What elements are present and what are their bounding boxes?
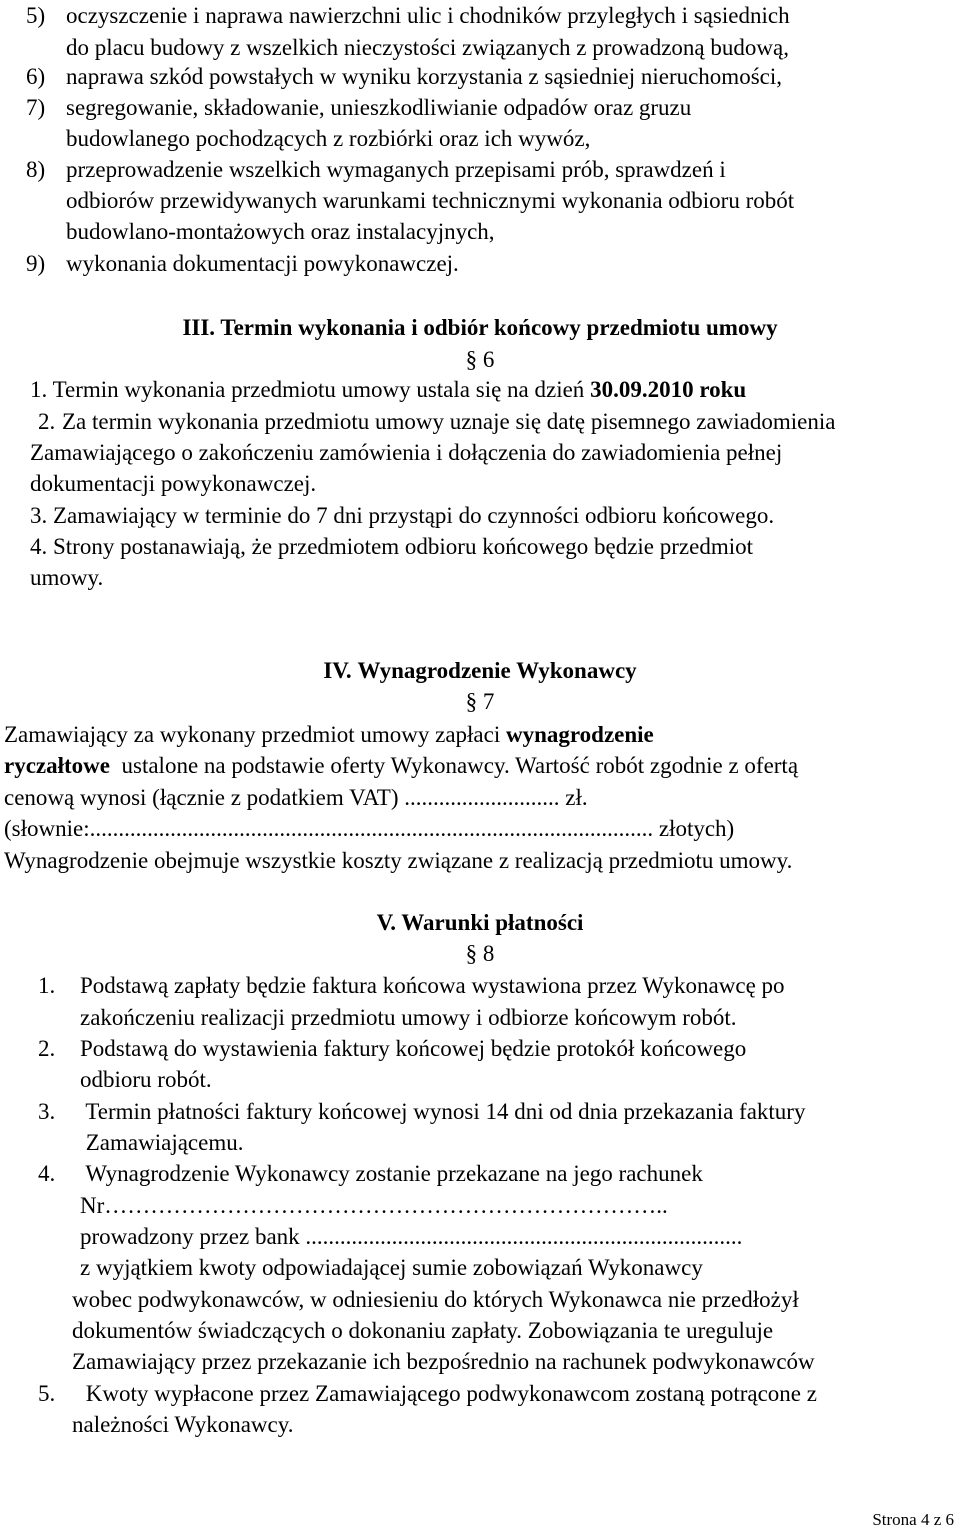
paragraph-number: 6 bbox=[482, 347, 495, 372]
list-num: 4. bbox=[38, 1161, 56, 1186]
section-5-tail-line: Zamawiający przez przekazanie ich bezpośrednio na rachunek podwykonawców bbox=[72, 1349, 815, 1374]
bold-term: wynagrodzenie bbox=[505, 722, 654, 747]
point-text: 1. Termin wykonania przedmiotu umowy ustala się na dzień bbox=[30, 377, 591, 402]
paragraph-symbol: § bbox=[465, 941, 478, 966]
point-number: 2. bbox=[38, 409, 56, 434]
section-4-line: Wynagrodzenie obejmuje wszystkie koszty związane z realizacją przedmiotu umowy. bbox=[4, 848, 793, 873]
line-text: Zamawiający za wykonany przedmiot umowy zapłaci bbox=[4, 722, 506, 747]
list-num: 7) bbox=[26, 95, 46, 120]
list-num: 5. bbox=[38, 1381, 56, 1406]
list-text: budowlano-montażowych oraz instalacyjnych, bbox=[66, 219, 495, 244]
section-3-heading: III. Termin wykonania i odbiór końcowy przedmiotu umowy bbox=[182, 315, 778, 340]
list-text: segregowanie, składowanie, unieszkodliwianie odpadów oraz gruzu bbox=[66, 95, 692, 120]
section-3-point-2-line: dokumentacji powykonawczej. bbox=[30, 471, 317, 496]
list-text: do placu budowy z wszelkich nieczystości związanych z prowadzoną budową, bbox=[66, 35, 789, 60]
list-text: z wyjątkiem kwoty odpowiadającej sumie zobowiązań Wykonawcy bbox=[80, 1255, 703, 1280]
paragraph-6-label bbox=[0, 344, 960, 376]
list-text: Zamawiającemu. bbox=[80, 1130, 244, 1155]
list-text: Podstawą zapłaty będzie faktura końcowa wystawiona przez Wykonawcę po bbox=[80, 973, 785, 998]
section-5-tail-line: dokumentów świadczących o dokonaniu zapłaty. Zobowiązania te ureguluje bbox=[72, 1318, 774, 1343]
list-num: 3. bbox=[38, 1099, 56, 1124]
paragraph-8-label bbox=[0, 938, 960, 970]
deadline-date: 30.09.2010 roku bbox=[590, 377, 747, 402]
list-text: wykonania dokumentacji powykonawczej. bbox=[66, 251, 459, 276]
section-4-line bbox=[4, 750, 798, 782]
section-3-point-1 bbox=[30, 374, 746, 406]
section-3-point-4-line: umowy. bbox=[30, 565, 104, 590]
bold-term: ryczałtowe bbox=[4, 753, 110, 778]
section-4-line bbox=[4, 719, 654, 751]
list-text: Podstawą do wystawienia faktury końcowej będzie protokół końcowego bbox=[80, 1036, 747, 1061]
section-title: Wynagrodzenie Wykonawcy bbox=[357, 658, 637, 683]
list-num: 6) bbox=[26, 64, 46, 89]
list-text: zakończeniu realizacji przedmiotu umowy i odbiorze końcowym robót. bbox=[80, 1005, 737, 1030]
account-number-line: Nr……………………………………………………………….. bbox=[80, 1193, 668, 1218]
list-text: naprawa szkód powstałych w wyniku korzystania z sąsiedniej nieruchomości, bbox=[66, 64, 782, 89]
line-text: ustalone na podstawie oferty Wykonawcy. Wartość robót zgodnie z ofertą bbox=[110, 753, 799, 778]
paragraph-number: 8 bbox=[482, 941, 495, 966]
section-5-heading: V. Warunki płatności bbox=[376, 910, 584, 935]
paragraph-number: 7 bbox=[482, 689, 495, 714]
list-num: 9) bbox=[26, 251, 46, 276]
list-num: 1. bbox=[38, 973, 56, 998]
section-5-item-5-line: należności Wykonawcy. bbox=[72, 1412, 294, 1437]
paragraph-7-label bbox=[0, 686, 960, 718]
list-text: oczyszczenie i naprawa nawierzchni ulic i chodników przyległych i sąsiednich bbox=[66, 3, 790, 28]
section-number: IV. bbox=[323, 658, 352, 683]
list-text: budowlanego pochodzących z rozbiórki oraz ich wywóz, bbox=[66, 126, 591, 151]
section-3-point-2-line: Za termin wykonania przedmiotu umowy uznaje się datę pisemnego zawiadomienia bbox=[62, 409, 836, 434]
paragraph-symbol: § bbox=[465, 347, 478, 372]
section-5-tail-line: wobec podwykonawców, w odniesieniu do których Wykonawca nie przedłożył bbox=[72, 1287, 799, 1312]
section-5-item-5-line: Kwoty wypłacone przez Zamawiającego podwykonawcom zostaną potrącone z bbox=[80, 1381, 817, 1406]
list-text: odbiorów przewidywanych warunkami technicznymi wykonania odbioru robót bbox=[66, 188, 795, 213]
list-num: 5) bbox=[26, 3, 46, 28]
section-3-point-3: 3. Zamawiający w terminie do 7 dni przystąpi do czynności odbioru końcowego. bbox=[30, 503, 775, 528]
section-4-heading bbox=[0, 655, 960, 687]
list-text: Termin płatności faktury końcowej wynosi 14 dni od dnia przekazania faktury bbox=[80, 1099, 806, 1124]
list-text: przeprowadzenie wszelkich wymaganych przepisami prób, sprawdzeń i bbox=[66, 157, 726, 182]
list-num: 2. bbox=[38, 1036, 56, 1061]
section-4-line: cenową wynosi (łącznie z podatkiem VAT) ........................... zł. bbox=[4, 785, 588, 810]
list-text: odbioru robót. bbox=[80, 1067, 212, 1092]
bank-line: prowadzony przez bank ............................................................................ bbox=[80, 1224, 743, 1249]
page-number-footer: Strona 4 z 6 bbox=[872, 1510, 954, 1529]
list-text: Wynagrodzenie Wykonawcy zostanie przekazane na jego rachunek bbox=[80, 1161, 703, 1186]
section-3-point-2-line: Zamawiającego o zakończeniu zamówienia i dołączenia do zawiadomienia pełnej bbox=[30, 440, 783, 465]
list-num: 8) bbox=[26, 157, 46, 182]
paragraph-symbol: § bbox=[465, 689, 478, 714]
section-4-line: (słownie:.................................................................................................. złotych) bbox=[4, 816, 735, 841]
section-3-point-4-line: 4. Strony postanawiają, że przedmiotem odbioru końcowego będzie przedmiot bbox=[30, 534, 754, 559]
